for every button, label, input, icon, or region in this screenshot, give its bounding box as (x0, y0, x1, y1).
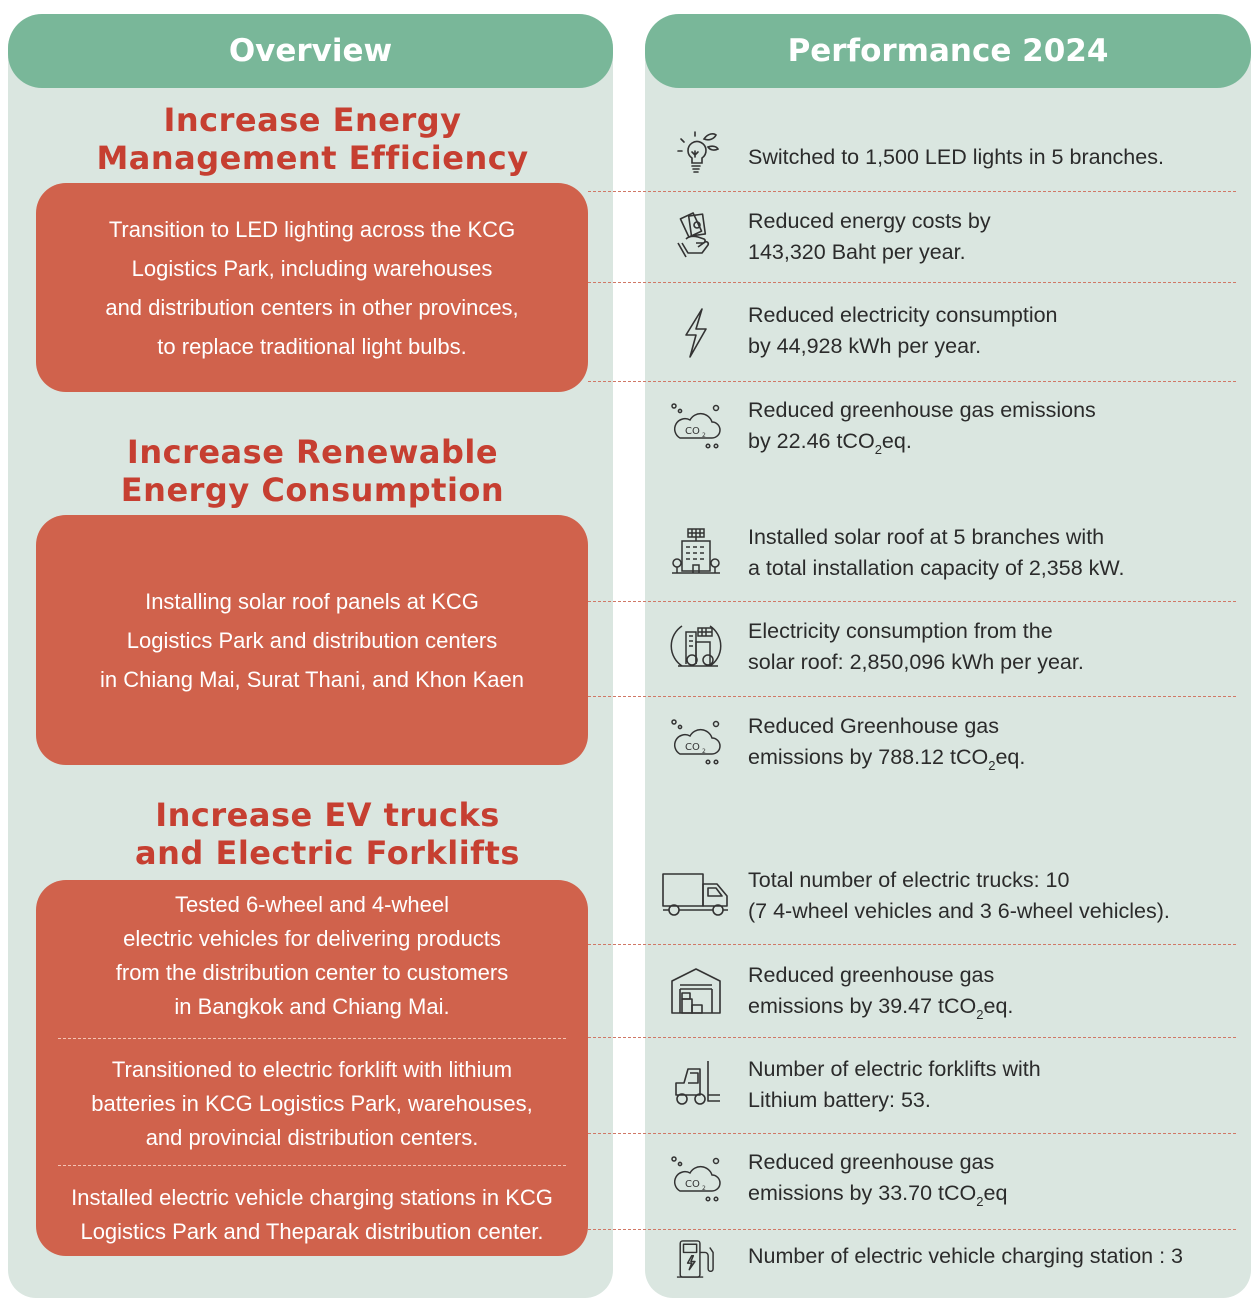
co2-pre: emissions by 788.12 tCO (748, 745, 989, 769)
ev-box (36, 880, 588, 1256)
co2-line (748, 742, 1025, 773)
solar-roof-box (36, 515, 588, 765)
divider (588, 282, 1236, 283)
text-line: to replace traditional light bulbs. (157, 333, 467, 359)
text-line: electric vehicles for delivering products (123, 926, 501, 951)
perf-text (748, 522, 1124, 584)
text-line: Total number of electric trucks: 10 (748, 868, 1070, 892)
perf-text (748, 206, 991, 268)
text-line: and distribution centers in other provinces, (105, 294, 519, 320)
co2-cloud-icon (668, 398, 724, 454)
co2-line (748, 1178, 1007, 1209)
text-line: Installed electric vehicle charging stations in KCG (71, 1185, 553, 1210)
divider (588, 696, 1236, 697)
svg-text:CO: CO (685, 426, 700, 437)
perf-text (748, 1241, 1183, 1272)
co2-sub: 2 (976, 1007, 984, 1022)
lightbulb-icon (668, 127, 724, 183)
text-line: batteries in KCG Logistics Park, warehouses, (91, 1091, 533, 1116)
co2-pre: by 22.46 tCO (748, 429, 875, 453)
forklift-icon (668, 1055, 724, 1111)
solar-building-icon (668, 525, 724, 581)
charging-text (36, 1181, 588, 1249)
perf-text (748, 300, 1058, 362)
title-line: Increase Renewable (126, 433, 499, 471)
forklift-text (36, 1053, 588, 1155)
section-title-energy-efficiency (60, 101, 565, 177)
text-line: in Bangkok and Chiang Mai. (174, 994, 450, 1019)
text-line: Switched to 1,500 LED lights in 5 branches. (748, 145, 1164, 169)
divider (58, 1038, 566, 1039)
divider (588, 1037, 1236, 1038)
text-line: Transitioned to electric forklift with lithium (111, 1057, 513, 1082)
text-line: Logistics Park and distribution centers (126, 627, 498, 653)
led-transition-text (36, 183, 588, 392)
truck-icon (660, 866, 732, 922)
co2-sub: 2 (988, 758, 996, 773)
perf-text (748, 142, 1164, 173)
co2-sub: 2 (976, 1194, 984, 1209)
solar-city-icon (668, 618, 724, 674)
co2-line (748, 426, 1096, 457)
led-transition-box (36, 183, 588, 392)
perf-text (748, 960, 1013, 1022)
text-line: Reduced greenhouse gas emissions (748, 398, 1096, 422)
text-line: Installing solar roof panels at KCG (145, 588, 479, 614)
co2-sub: 2 (874, 442, 882, 457)
text-line: solar roof: 2,850,096 kWh per year. (748, 650, 1084, 674)
title-line: Energy Consumption (120, 471, 505, 509)
perf-text (748, 711, 1025, 773)
co2-post: eq (983, 1181, 1008, 1205)
svg-text:2: 2 (702, 432, 706, 439)
title-line: Increase Energy (163, 101, 462, 139)
money-hand-icon (668, 209, 724, 265)
text-line: Tested 6-wheel and 4-wheel (175, 892, 449, 917)
text-line: 143,320 Baht per year. (748, 240, 966, 264)
divider (588, 381, 1236, 382)
co2-cloud-icon (668, 1151, 724, 1207)
text-line: Reduced greenhouse gas (748, 1150, 995, 1174)
text-line: Reduced Greenhouse gas (748, 714, 1000, 738)
text-line: (7 4-wheel vehicles and 3 6-wheel vehicles). (748, 899, 1170, 923)
perf-text (748, 395, 1096, 457)
perf-text (748, 1147, 1007, 1209)
co2-pre: emissions by 39.47 tCO (748, 994, 977, 1018)
text-line: Reduced greenhouse gas (748, 963, 995, 987)
section-title-ev-trucks (75, 796, 580, 872)
warehouse-icon (668, 963, 724, 1019)
divider (588, 1229, 1236, 1230)
svg-text:2: 2 (702, 748, 706, 755)
co2-pre: emissions by 33.70 tCO (748, 1181, 977, 1205)
text-line: in Chiang Mai, Surat Thani, and Khon Kaen (100, 666, 524, 692)
text-line: Reduced electricity consumption (748, 303, 1058, 327)
text-line: Electricity consumption from the (748, 619, 1053, 643)
lightning-icon (668, 305, 724, 361)
perf-text (748, 865, 1170, 927)
solar-roof-text (36, 515, 588, 765)
divider (588, 601, 1236, 602)
svg-text:CO: CO (685, 1179, 700, 1190)
divider (588, 191, 1236, 192)
text-line: Logistics Park, including warehouses (131, 255, 493, 281)
text-line: Transition to LED lighting across the KCG (108, 216, 516, 242)
co2-post: eq. (983, 994, 1014, 1018)
text-line: Reduced energy costs by (748, 209, 991, 233)
divider (588, 944, 1236, 945)
perf-text (748, 616, 1084, 678)
co2-post: eq. (881, 429, 912, 453)
co2-post: eq. (995, 745, 1026, 769)
text-line: Lithium battery: 53. (748, 1088, 931, 1112)
text-line: Number of electric forklifts with (748, 1057, 1041, 1081)
co2-line (748, 991, 1013, 1022)
text-line: Logistics Park and Theparak distribution center. (80, 1219, 544, 1244)
text-line: from the distribution center to customers (115, 960, 509, 985)
overview-header: Overview (8, 14, 613, 88)
text-line: and provincial distribution centers. (145, 1125, 479, 1150)
text-line: by 44,928 kWh per year. (748, 334, 982, 358)
title-line: and Electric Forklifts (135, 834, 520, 872)
svg-text:CO: CO (685, 742, 700, 753)
text-line: Installed solar roof at 5 branches with (748, 525, 1105, 549)
divider (58, 1165, 566, 1166)
performance-header: Performance 2024 (645, 14, 1251, 88)
divider (588, 1133, 1236, 1134)
section-title-renewable-energy (60, 433, 565, 509)
text-line: Number of electric vehicle charging station : 3 (748, 1244, 1183, 1268)
charging-station-icon (672, 1236, 718, 1282)
title-line: Management Efficiency (96, 139, 529, 177)
ev-test-text (36, 888, 588, 1024)
title-line: Increase EV trucks (155, 796, 500, 834)
svg-text:2: 2 (702, 1185, 706, 1192)
perf-text (748, 1054, 1041, 1116)
co2-cloud-icon (668, 714, 724, 770)
text-line: a total installation capacity of 2,358 kW. (748, 556, 1125, 580)
